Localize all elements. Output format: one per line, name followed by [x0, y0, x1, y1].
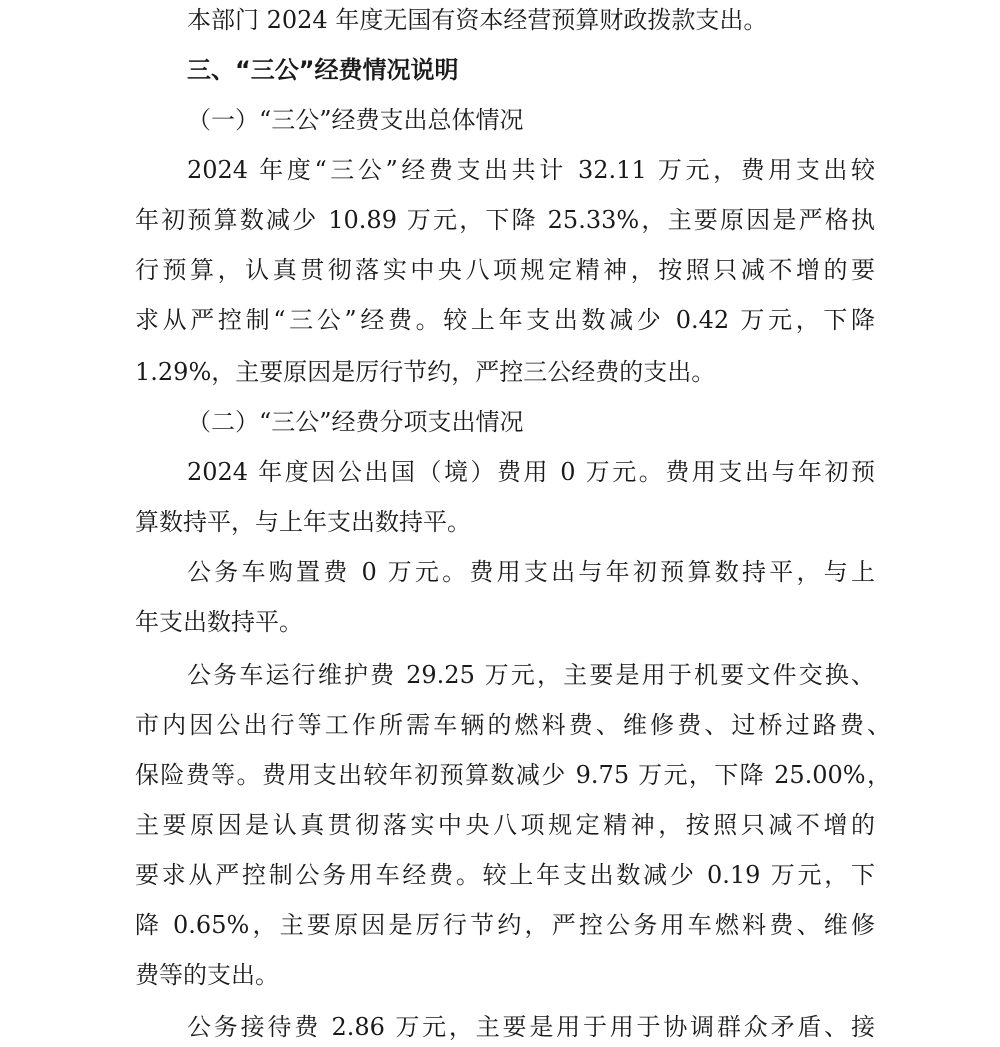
paragraph-line: 公务车运行维护费 29.25 万元，主要是用于机要文件交换、	[187, 661, 875, 689]
paragraph-line: 公务接待费 2.86 万元，主要是用于用于协调群众矛盾、接	[187, 1013, 875, 1041]
paragraph-line: 年初预算数减少 10.89 万元，下降 25.33%，主要原因是严格执	[135, 206, 875, 234]
subsection-heading: （一）“三公”经费支出总体情况	[187, 106, 524, 134]
paragraph-line: 年支出数持平。	[135, 608, 303, 636]
paragraph-line: 要求从严控制公务用车经费。较上年支出数减少 0.19 万元，下	[135, 861, 875, 889]
paragraph-line: 降 0.65%，主要原因是厉行节约，严控公务用车燃料费、维修	[135, 911, 875, 939]
paragraph-line: 2024 年度因公出国（境）费用 0 万元。费用支出与年初预	[187, 458, 875, 486]
paragraph-line: 算数持平，与上年支出数持平。	[135, 508, 471, 536]
paragraph-line: 求从严控制“三公”经费。较上年支出数减少 0.42 万元，下降	[135, 306, 875, 334]
paragraph-line: 费等的支出。	[135, 961, 279, 989]
paragraph-line: 保险费等。费用支出较年初预算数减少 9.75 万元，下降 25.00%，	[135, 761, 891, 789]
paragraph-line: 1.29%，主要原因是厉行节约，严控三公经费的支出。	[135, 358, 716, 386]
paragraph-line: 主要原因是认真贯彻落实中央八项规定精神，按照只减不增的	[135, 811, 875, 839]
intro-line: 本部门 2024 年度无国有资本经营预算财政拨款支出。	[187, 6, 768, 34]
paragraph-line: 2024 年度“三公”经费支出共计 32.11 万元，费用支出较	[187, 156, 875, 184]
paragraph-line: 公务车购置费 0 万元。费用支出与年初预算数持平，与上	[187, 558, 875, 586]
subsection-heading: （二）“三公”经费分项支出情况	[187, 408, 524, 436]
paragraph-line: 行预算，认真贯彻落实中央八项规定精神，按照只减不增的要	[135, 256, 875, 284]
section-heading: 三、“三公”经费情况说明	[187, 56, 459, 84]
paragraph-line: 市内因公出行等工作所需车辆的燃料费、维修费、过桥过路费、	[135, 711, 891, 739]
